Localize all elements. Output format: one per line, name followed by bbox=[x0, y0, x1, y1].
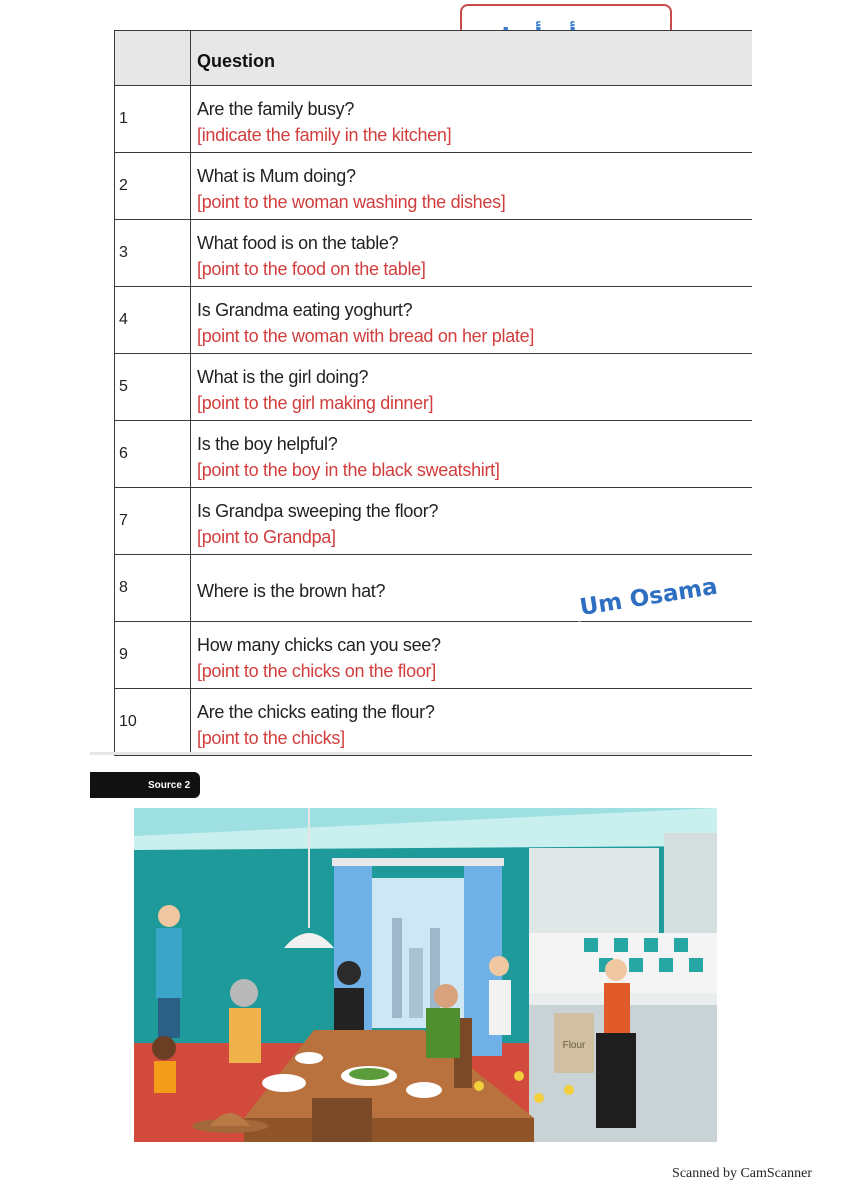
number-header-cell bbox=[115, 31, 191, 86]
question-instruction: [point to the chicks on the floor] bbox=[197, 661, 436, 681]
question-instruction: [point to the girl making dinner] bbox=[197, 393, 434, 413]
question-text: Is Grandpa sweeping the floor? bbox=[197, 501, 439, 521]
question-text: What food is on the table? bbox=[197, 233, 399, 253]
question-cell bbox=[191, 689, 753, 756]
question-text: Where is the brown hat? bbox=[197, 581, 386, 601]
question-text: What is the girl doing? bbox=[197, 367, 369, 387]
row-number: 4 bbox=[115, 287, 191, 354]
question-cell bbox=[191, 153, 753, 220]
table-row bbox=[115, 421, 753, 488]
question-text: How many chicks can you see? bbox=[197, 635, 441, 655]
question-instruction: [point to the boy in the black sweatshirt] bbox=[197, 460, 500, 480]
row-number: 10 bbox=[115, 689, 191, 756]
question-instruction: [point to the food on the table] bbox=[197, 259, 426, 279]
row-number: 8 bbox=[115, 555, 191, 622]
table-row bbox=[115, 287, 753, 354]
table-row bbox=[115, 153, 753, 220]
flour-bag-label: Flour bbox=[562, 1040, 586, 1051]
row-number: 9 bbox=[115, 622, 191, 689]
table-row bbox=[115, 689, 753, 756]
question-instruction: [point to Grandpa] bbox=[197, 527, 336, 547]
question-text: What is Mum doing? bbox=[197, 166, 356, 186]
table-row bbox=[115, 622, 753, 689]
source-label-badge bbox=[90, 772, 200, 798]
question-instruction: [point to the chicks] bbox=[197, 728, 345, 748]
table-header-row bbox=[115, 31, 753, 86]
table-row bbox=[115, 488, 753, 555]
question-cell bbox=[191, 421, 753, 488]
question-cell bbox=[191, 220, 753, 287]
question-text: Are the family busy? bbox=[197, 99, 355, 119]
row-number: 1 bbox=[115, 86, 191, 153]
question-instruction: [point to the woman washing the dishes] bbox=[197, 192, 506, 212]
question-instruction: [indicate the family in the kitchen] bbox=[197, 125, 452, 145]
kitchen-family-illustration bbox=[134, 808, 717, 1142]
question-cell bbox=[191, 488, 753, 555]
row-number: 3 bbox=[115, 220, 191, 287]
row-number: 2 bbox=[115, 153, 191, 220]
table-row bbox=[115, 86, 753, 153]
scanner-footer: Scanned by CamScanner bbox=[672, 1166, 812, 1181]
question-table bbox=[114, 30, 752, 756]
source-label: Source 2 bbox=[148, 779, 191, 791]
question-cell bbox=[191, 86, 753, 153]
section-divider bbox=[90, 752, 720, 755]
question-text: Is Grandma eating yoghurt? bbox=[197, 300, 413, 320]
row-number: 5 bbox=[115, 354, 191, 421]
question-header: Question bbox=[197, 50, 276, 71]
question-cell bbox=[191, 622, 753, 689]
question-cell bbox=[191, 354, 753, 421]
question-header-cell bbox=[191, 31, 753, 86]
question-text: Are the chicks eating the flour? bbox=[197, 702, 435, 722]
question-text: Is the boy helpful? bbox=[197, 434, 338, 454]
um-osama-watermark: Um Osama bbox=[574, 573, 723, 622]
table-row bbox=[115, 354, 753, 421]
row-number: 6 bbox=[115, 421, 191, 488]
table-row bbox=[115, 220, 753, 287]
row-number: 7 bbox=[115, 488, 191, 555]
question-instruction: [point to the woman with bread on her plate] bbox=[197, 326, 535, 346]
question-cell bbox=[191, 287, 753, 354]
